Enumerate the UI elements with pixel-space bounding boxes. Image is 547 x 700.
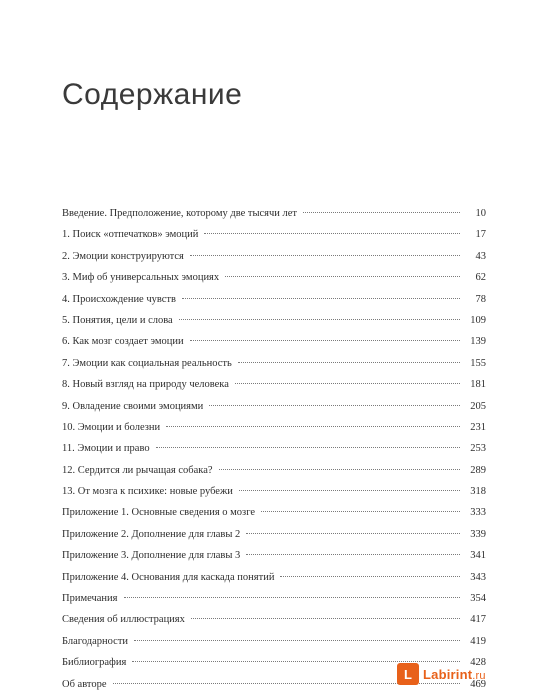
toc-leader-dots: [303, 212, 460, 213]
toc-entry: [62, 481, 486, 502]
toc-entry: [62, 567, 486, 588]
toc-entry-label: 8. Новый взгляд на природу человека: [62, 379, 229, 391]
toc-entry-label: Об авторе: [62, 678, 107, 690]
toc-leader-dots: [239, 490, 460, 491]
toc-leader-dots: [134, 640, 460, 641]
toc-leader-dots: [179, 319, 460, 320]
toc-entry: [62, 289, 486, 310]
toc-entry-page-number: 339: [470, 528, 486, 540]
watermark-main: Labirint: [423, 667, 473, 682]
toc-entry: [62, 460, 486, 481]
toc-entry-page-number: 341: [470, 550, 486, 562]
toc-entry: [62, 396, 486, 417]
toc-leader-dots: [246, 554, 460, 555]
toc-leader-dots: [238, 362, 460, 363]
toc-entry-label: Примечания: [62, 593, 118, 605]
toc-entry: [62, 203, 486, 224]
toc-entry-label: Библиография: [62, 657, 127, 669]
toc-entry: [62, 588, 486, 609]
toc-entry-page-number: 205: [470, 400, 486, 412]
toc-entry: [62, 609, 486, 630]
labirint-watermark: [423, 667, 486, 682]
toc-entry-page-number: 181: [470, 379, 486, 391]
toc-leader-dots: [182, 298, 460, 299]
toc-entry-label: 5. Понятия, цели и слова: [62, 314, 173, 326]
toc-entry: [62, 524, 486, 545]
toc-entry-page-number: 62: [475, 272, 486, 284]
toc-entry-page-number: 333: [470, 507, 486, 519]
toc-entry-label: 7. Эмоции как социальная реальность: [62, 357, 232, 369]
toc-entry: [62, 502, 486, 523]
toc-entry-page-number: 253: [470, 443, 486, 455]
toc-entry-page-number: 78: [475, 293, 486, 305]
toc-leader-dots: [166, 426, 460, 427]
toc-entry-page-number: 469: [470, 678, 486, 690]
toc-entry: [62, 246, 486, 267]
toc-entry-label: 9. Овладение своими эмоциями: [62, 400, 204, 412]
toc-entry-label: 1. Поиск «отпечатков» эмоций: [62, 229, 199, 241]
watermark-suffix: .ru: [472, 670, 486, 682]
toc-entry-page-number: 10: [475, 208, 486, 219]
toc-entry-label: Сведения об иллюстрациях: [62, 614, 185, 626]
toc-leader-dots: [204, 233, 460, 234]
toc-leader-dots: [261, 511, 460, 512]
toc-entry: [62, 417, 486, 438]
toc-entry-label: Приложение 2. Дополнение для главы 2: [62, 528, 241, 540]
toc-entry-label: 3. Миф об универсальных эмоциях: [62, 272, 220, 284]
toc-entry-page-number: 428: [470, 657, 486, 669]
toc-entry: [62, 631, 486, 652]
toc-entry-page-number: 354: [470, 593, 486, 605]
toc-leader-dots: [225, 276, 460, 277]
toc-entry: [62, 310, 486, 331]
toc-entry: [62, 224, 486, 245]
toc-entry-label: Благодарности: [62, 635, 129, 647]
toc-entry-page-number: 155: [470, 357, 486, 369]
toc-entry: [62, 331, 486, 352]
toc-leader-dots: [156, 447, 460, 448]
toc-leader-dots: [124, 597, 460, 598]
toc-entry-page-number: 109: [470, 314, 486, 326]
labirint-logo-icon: [397, 663, 419, 685]
toc-leader-dots: [235, 383, 460, 384]
toc-leader-dots: [219, 469, 460, 470]
toc-entry-page-number: 17: [475, 229, 486, 241]
toc-leader-dots: [246, 533, 460, 534]
toc-leader-dots: [190, 340, 460, 341]
toc-entry-label: 10. Эмоции и болезни: [62, 421, 161, 433]
logo-letter: L: [404, 666, 412, 682]
toc-leader-dots: [209, 405, 460, 406]
toc-entry: [62, 438, 486, 459]
toc-entry-label: Введение. Предположение, которому две тысячи лет: [62, 208, 298, 219]
toc-entry-label: 13. От мозга к психике: новые рубежи: [62, 486, 233, 498]
toc-entry-page-number: 318: [470, 486, 486, 498]
toc-entry-page-number: 417: [470, 614, 486, 626]
toc-entry-label: Приложение 4. Основания для каскада понятий: [62, 571, 275, 583]
toc-leader-dots: [280, 576, 460, 577]
toc-entry-label: 6. Как мозг создает эмоции: [62, 336, 184, 348]
toc-entry-label: Приложение 1. Основные сведения о мозге: [62, 507, 256, 519]
toc-entry-page-number: 43: [475, 250, 486, 262]
toc-entry: [62, 374, 486, 395]
toc-entry-label: 2. Эмоции конструируются: [62, 250, 184, 262]
toc-entry-page-number: 231: [470, 421, 486, 433]
toc-entry: [62, 267, 486, 288]
toc-entry-page-number: 139: [470, 336, 486, 348]
toc-entry: [62, 353, 486, 374]
toc-entry-page-number: 289: [470, 464, 486, 476]
table-of-contents: [62, 203, 486, 695]
toc-entry-label: 12. Сердится ли рычащая собака?: [62, 464, 213, 476]
toc-leader-dots: [190, 255, 460, 256]
toc-leader-dots: [191, 618, 460, 619]
toc-entry-page-number: 419: [470, 635, 486, 647]
page-title: Содержание: [62, 78, 243, 111]
toc-entry-label: 4. Происхождение чувств: [62, 293, 176, 305]
toc-entry: [62, 545, 486, 566]
toc-entry-page-number: 343: [470, 571, 486, 583]
toc-entry-label: Приложение 3. Дополнение для главы 3: [62, 550, 241, 562]
toc-entry-label: 11. Эмоции и право: [62, 443, 150, 455]
